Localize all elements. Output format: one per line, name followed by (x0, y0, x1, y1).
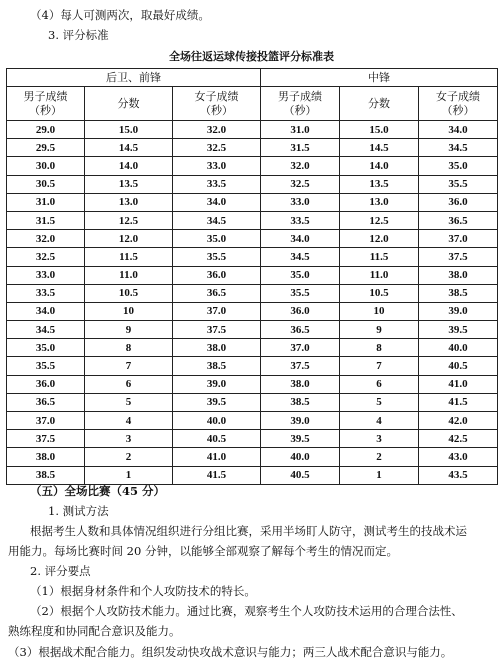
table-cell: 11.0 (85, 266, 173, 284)
item-2-title: 2. 评分要点 (30, 564, 91, 578)
table-cell: 35.0 (261, 266, 340, 284)
table-cell: 34.0 (261, 230, 340, 248)
table-cell: 32.5 (173, 139, 261, 157)
column-header-text: 男子成绩 (278, 90, 323, 103)
table-cell: 6 (340, 375, 419, 393)
rule-4-text: （4）每人可测两次，取最好成绩。 (30, 8, 210, 22)
table-cell: 30.0 (7, 157, 85, 175)
table-cell: 11.5 (85, 248, 173, 266)
table-row (7, 302, 498, 320)
table-cell: 3 (340, 430, 419, 448)
table-cell: 35.5 (261, 284, 340, 302)
table-cell: 38.0 (261, 375, 340, 393)
table-cell: 2 (85, 448, 173, 466)
table-row (7, 321, 498, 339)
table-cell: 35.0 (7, 339, 85, 357)
table-cell: 8 (340, 339, 419, 357)
table-row (7, 193, 498, 211)
table-cell: 10 (340, 302, 419, 320)
table-cell: 12.0 (85, 230, 173, 248)
group-header-guard-forward: 后卫、前锋 (7, 69, 261, 87)
table-cell: 41.0 (419, 375, 498, 393)
table-cell: 36.0 (7, 375, 85, 393)
table-cell: 43.0 (419, 448, 498, 466)
table-cell: 13.5 (85, 175, 173, 193)
column-header-4 (340, 87, 419, 121)
table-cell: 15.0 (85, 121, 173, 139)
column-header-text: 女子成绩 (436, 90, 481, 103)
table-cell: 39.5 (419, 321, 498, 339)
table-cell: 7 (85, 357, 173, 375)
table-cell: 39.0 (173, 375, 261, 393)
table-cell: 42.5 (419, 430, 498, 448)
table-cell: 39.0 (261, 412, 340, 430)
column-header-0 (7, 87, 85, 121)
column-header-5 (419, 87, 498, 121)
table-row (7, 284, 498, 302)
table-row (7, 375, 498, 393)
table-cell: 12.5 (85, 211, 173, 229)
table-cell: 14.5 (85, 139, 173, 157)
table-title: 全场往返运球传接投篮评分标准表 (169, 50, 334, 63)
table-cell: 37.5 (261, 357, 340, 375)
table-row (7, 211, 498, 229)
column-header-text: （秒） (441, 104, 475, 117)
point-2-text-line-2: 熟练程度和协同配合意识及能力。 (8, 624, 181, 638)
table-row (7, 430, 498, 448)
table-cell: 31.0 (261, 121, 340, 139)
table-cell: 33.5 (7, 284, 85, 302)
table-cell: 33.0 (173, 157, 261, 175)
table-cell: 38.5 (419, 284, 498, 302)
table-cell: 35.0 (419, 157, 498, 175)
table-cell: 2 (340, 448, 419, 466)
table-cell: 1 (340, 466, 419, 484)
table-cell: 34.5 (261, 248, 340, 266)
table-cell: 1 (85, 466, 173, 484)
table-cell: 41.5 (419, 393, 498, 411)
table-row (7, 248, 498, 266)
table-row (7, 339, 498, 357)
table-cell: 31.5 (261, 139, 340, 157)
table-cell: 37.0 (261, 339, 340, 357)
table-cell: 10.5 (85, 284, 173, 302)
table-cell: 32.0 (173, 121, 261, 139)
table-cell: 41.5 (173, 466, 261, 484)
table-cell: 35.5 (173, 248, 261, 266)
table-cell: 39.0 (419, 302, 498, 320)
column-header-text: 女子成绩 (194, 90, 239, 103)
table-cell: 43.5 (419, 466, 498, 484)
table-row (7, 230, 498, 248)
table-row (7, 357, 498, 375)
column-header-text: 分数 (368, 97, 391, 110)
table-cell: 13.0 (340, 193, 419, 211)
group-header-center: 中锋 (261, 69, 498, 87)
item-1-text-line-1: 根据考生人数和具体情况组织进行分组比赛，采用半场盯人防守，测试考生的技战术运 (30, 524, 467, 538)
table-cell: 33.5 (261, 211, 340, 229)
table-cell: 36.0 (173, 266, 261, 284)
table-cell: 34.0 (173, 193, 261, 211)
table-row (7, 466, 498, 484)
section-5-heading: （五）全场比赛（45 分） (30, 484, 166, 498)
table-cell: 5 (340, 393, 419, 411)
table-cell: 32.0 (261, 157, 340, 175)
table-cell: 40.5 (261, 466, 340, 484)
table-row (7, 266, 498, 284)
table-cell: 36.5 (7, 393, 85, 411)
section-3-heading: 3. 评分标准 (48, 28, 109, 42)
table-cell: 34.5 (7, 321, 85, 339)
table-cell: 32.5 (261, 175, 340, 193)
item-1-title: 1. 测试方法 (48, 504, 109, 518)
scoring-table (6, 68, 498, 485)
table-cell: 40.0 (419, 339, 498, 357)
column-header-text: （秒） (283, 104, 317, 117)
table-cell: 37.5 (7, 430, 85, 448)
table-cell: 38.0 (173, 339, 261, 357)
table-row (7, 175, 498, 193)
table-row (7, 121, 498, 139)
point-3-text: （3）根据战术配合能力。组织发动快攻战术意识与能力；两三人战术配合意识与能力。 (8, 645, 453, 659)
table-cell: 12.0 (340, 230, 419, 248)
table-cell: 5 (85, 393, 173, 411)
table-cell: 10 (85, 302, 173, 320)
table-cell: 9 (85, 321, 173, 339)
table-cell: 14.0 (340, 157, 419, 175)
table-cell: 34.0 (7, 302, 85, 320)
table-cell: 11.5 (340, 248, 419, 266)
column-header-3 (261, 87, 340, 121)
table-cell: 37.0 (173, 302, 261, 320)
table-cell: 37.5 (419, 248, 498, 266)
table-row (7, 448, 498, 466)
table-cell: 9 (340, 321, 419, 339)
table-cell: 37.0 (419, 230, 498, 248)
table-cell: 4 (85, 412, 173, 430)
table-cell: 13.5 (340, 175, 419, 193)
table-cell: 12.5 (340, 211, 419, 229)
table-cell: 8 (85, 339, 173, 357)
point-1-text: （1）根据身材条件和个人攻防技术的特长。 (30, 584, 256, 598)
table-cell: 35.5 (419, 175, 498, 193)
table-cell: 40.5 (173, 430, 261, 448)
table-cell: 32.5 (7, 248, 85, 266)
table-cell: 40.5 (419, 357, 498, 375)
table-cell: 39.5 (173, 393, 261, 411)
table-cell: 35.0 (173, 230, 261, 248)
table-cell: 42.0 (419, 412, 498, 430)
table-row (7, 139, 498, 157)
column-header-text: （秒） (29, 104, 62, 117)
table-cell: 38.5 (173, 357, 261, 375)
table-cell: 30.5 (7, 175, 85, 193)
table-cell: 13.0 (85, 193, 173, 211)
table-cell: 40.0 (261, 448, 340, 466)
column-header-text: 男子成绩 (23, 90, 68, 103)
table-cell: 33.0 (7, 266, 85, 284)
table-cell: 34.5 (419, 139, 498, 157)
table-cell: 36.0 (419, 193, 498, 211)
table-cell: 36.5 (261, 321, 340, 339)
table-cell: 14.0 (85, 157, 173, 175)
table-cell: 41.0 (173, 448, 261, 466)
table-row (7, 393, 498, 411)
table-cell: 38.5 (261, 393, 340, 411)
column-header-text: （秒） (200, 104, 234, 117)
table-cell: 3 (85, 430, 173, 448)
table-cell: 11.0 (340, 266, 419, 284)
table-row (7, 412, 498, 430)
table-cell: 33.0 (261, 193, 340, 211)
table-cell: 4 (340, 412, 419, 430)
table-cell: 37.5 (173, 321, 261, 339)
column-header-2 (173, 87, 261, 121)
point-2-text-line-1: （2）根据个人攻防技术能力。通过比赛，观察考生个人攻防技术运用的合理合法性、 (30, 604, 463, 618)
table-cell: 35.5 (7, 357, 85, 375)
table-cell: 37.0 (7, 412, 85, 430)
table-cell: 29.0 (7, 121, 85, 139)
table-cell: 38.0 (419, 266, 498, 284)
table-cell: 31.0 (7, 193, 85, 211)
table-cell: 40.0 (173, 412, 261, 430)
table-cell: 32.0 (7, 230, 85, 248)
item-1-text-line-2: 用能力。每场比赛时间 20 分钟，以能够全部观察了解每个考生的情况而定。 (8, 544, 398, 558)
table-cell: 34.5 (173, 211, 261, 229)
table-cell: 34.0 (419, 121, 498, 139)
column-header-text: 分数 (117, 97, 140, 110)
table-cell: 14.5 (340, 139, 419, 157)
table-cell: 36.5 (419, 211, 498, 229)
table-cell: 10.5 (340, 284, 419, 302)
table-cell: 29.5 (7, 139, 85, 157)
table-cell: 38.0 (7, 448, 85, 466)
table-cell: 39.5 (261, 430, 340, 448)
table-cell: 15.0 (340, 121, 419, 139)
table-cell: 6 (85, 375, 173, 393)
table-cell: 38.5 (7, 466, 85, 484)
table-cell: 36.0 (261, 302, 340, 320)
table-row (7, 157, 498, 175)
column-header-1 (85, 87, 173, 121)
table-cell: 33.5 (173, 175, 261, 193)
table-cell: 7 (340, 357, 419, 375)
table-cell: 31.5 (7, 211, 85, 229)
table-cell: 36.5 (173, 284, 261, 302)
